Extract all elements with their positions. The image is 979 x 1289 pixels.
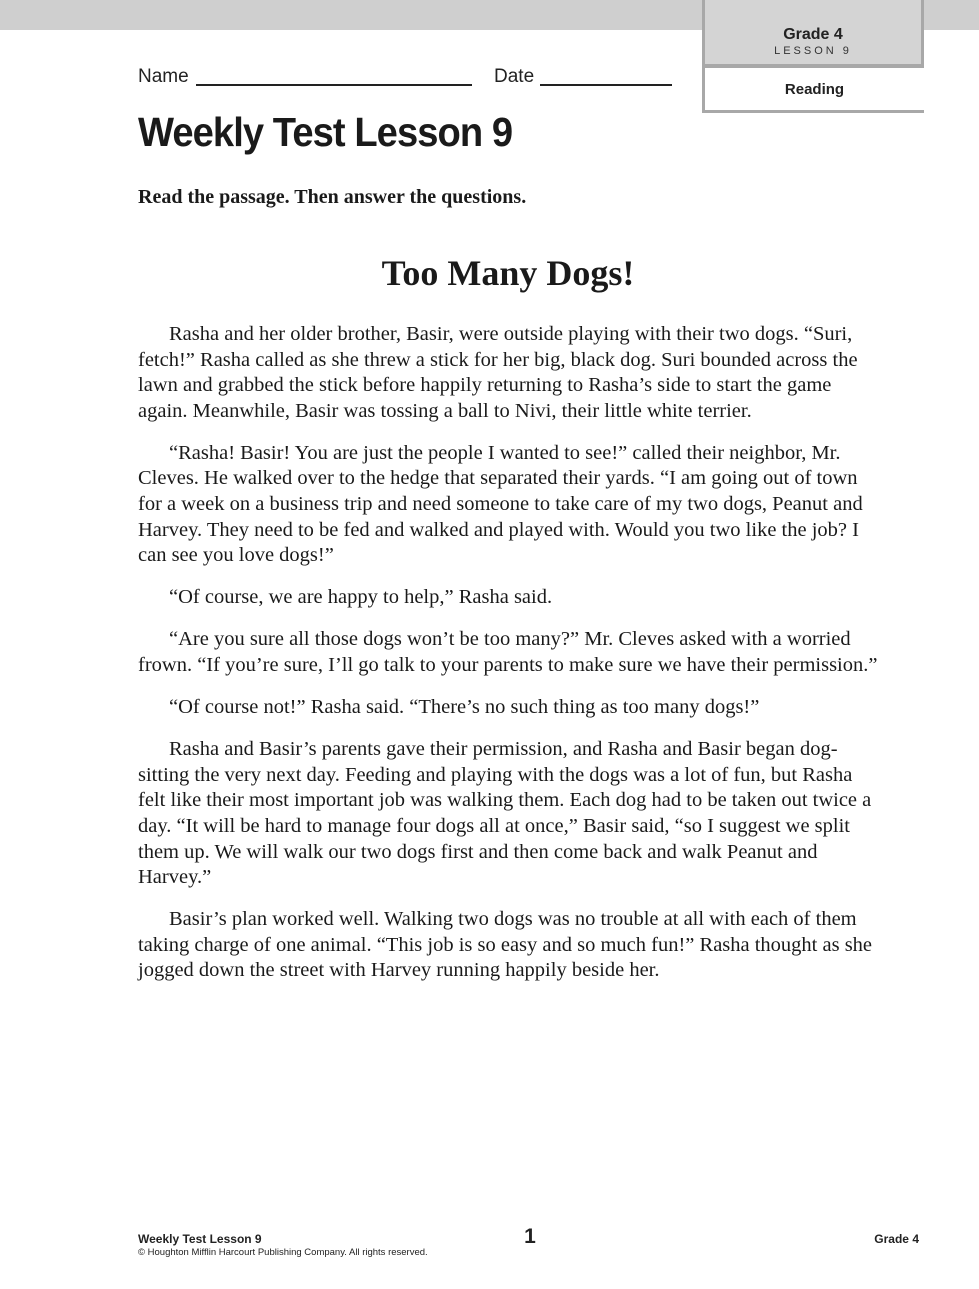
grade-label: Grade 4 [783,26,843,43]
paragraph: “Of course, we are happy to help,” Rasha said. [169,586,553,609]
lesson-label: LESSON 9 [774,45,852,57]
paragraph: “Rasha! Basir! You are just the people I wanted to see!” called their neighbor, Mr. Cleves. He walked over to the hedge that separated their yards. “I am going out of town for a week on a business trip and need someone to take care of my two dogs, Peanut and Harvey. They need to be fed and walked and played with. Would you two like the job? I can see you love dogs!” [138,441,863,567]
name-date-row [138,64,678,90]
passage-title: Too Many Dogs! [381,253,635,293]
date-label: Date [494,66,535,87]
grade-tab [702,0,924,68]
name-field[interactable] [196,84,472,86]
footer-left [138,1231,428,1259]
passage-body [138,322,880,1001]
page-title: Weekly Test Lesson 9 [138,109,513,155]
paragraph: “Are you sure all those dogs won’t be too many?” Mr. Cleves asked with a worried frown. “If you’re sure, I’ll go talk to your parents to make sure we have their permission.” [138,628,878,677]
instructions: Read the passage. Then answer the questions. [138,186,527,208]
paragraph: “Of course not!” Rasha said. “There’s no such thing as too many dogs!” [169,696,760,719]
paragraph: Rasha and Basir’s parents gave their permission, and Rasha and Basir began dog-sitting the very next day. Feeding and playing with the dogs was a lot of fun, but Rasha felt like their most important job was walking them. Each dog had to be taken out twice a day. “It will be hard to manage four dogs all at once,” Basir said, “so I suggest we split them up. We will walk our two dogs first and then come back and walk Peanut and Harvey.” [138,738,872,889]
footer-test-title: Weekly Test Lesson 9 [138,1232,262,1246]
footer-grade: Grade 4 [874,1232,919,1246]
subject-tab: Reading [702,68,924,113]
footer-copyright: © Houghton Mifflin Harcourt Publishing Company. All rights reserved. [138,1247,428,1258]
name-label: Name [138,66,189,87]
paragraph: Rasha and her older brother, Basir, were outside playing with their two dogs. “Suri, fetch!” Rasha called as she threw a stick for her big, black dog. Suri bounded across the lawn and grabbed the stick before happily returning to Rasha’s side to start the game again. Meanwhile, Basir was tossing a ball to Nivi, their little white terrier. [138,323,858,422]
page-number: 1 [524,1225,536,1248]
date-field[interactable] [540,84,672,86]
paragraph: Basir’s plan worked well. Walking two dogs was no trouble at all with each of them taking charge of one animal. “This job is so easy and so much fun!” Rasha thought as she jogged down the street with Harvey running happily beside her. [138,908,873,982]
